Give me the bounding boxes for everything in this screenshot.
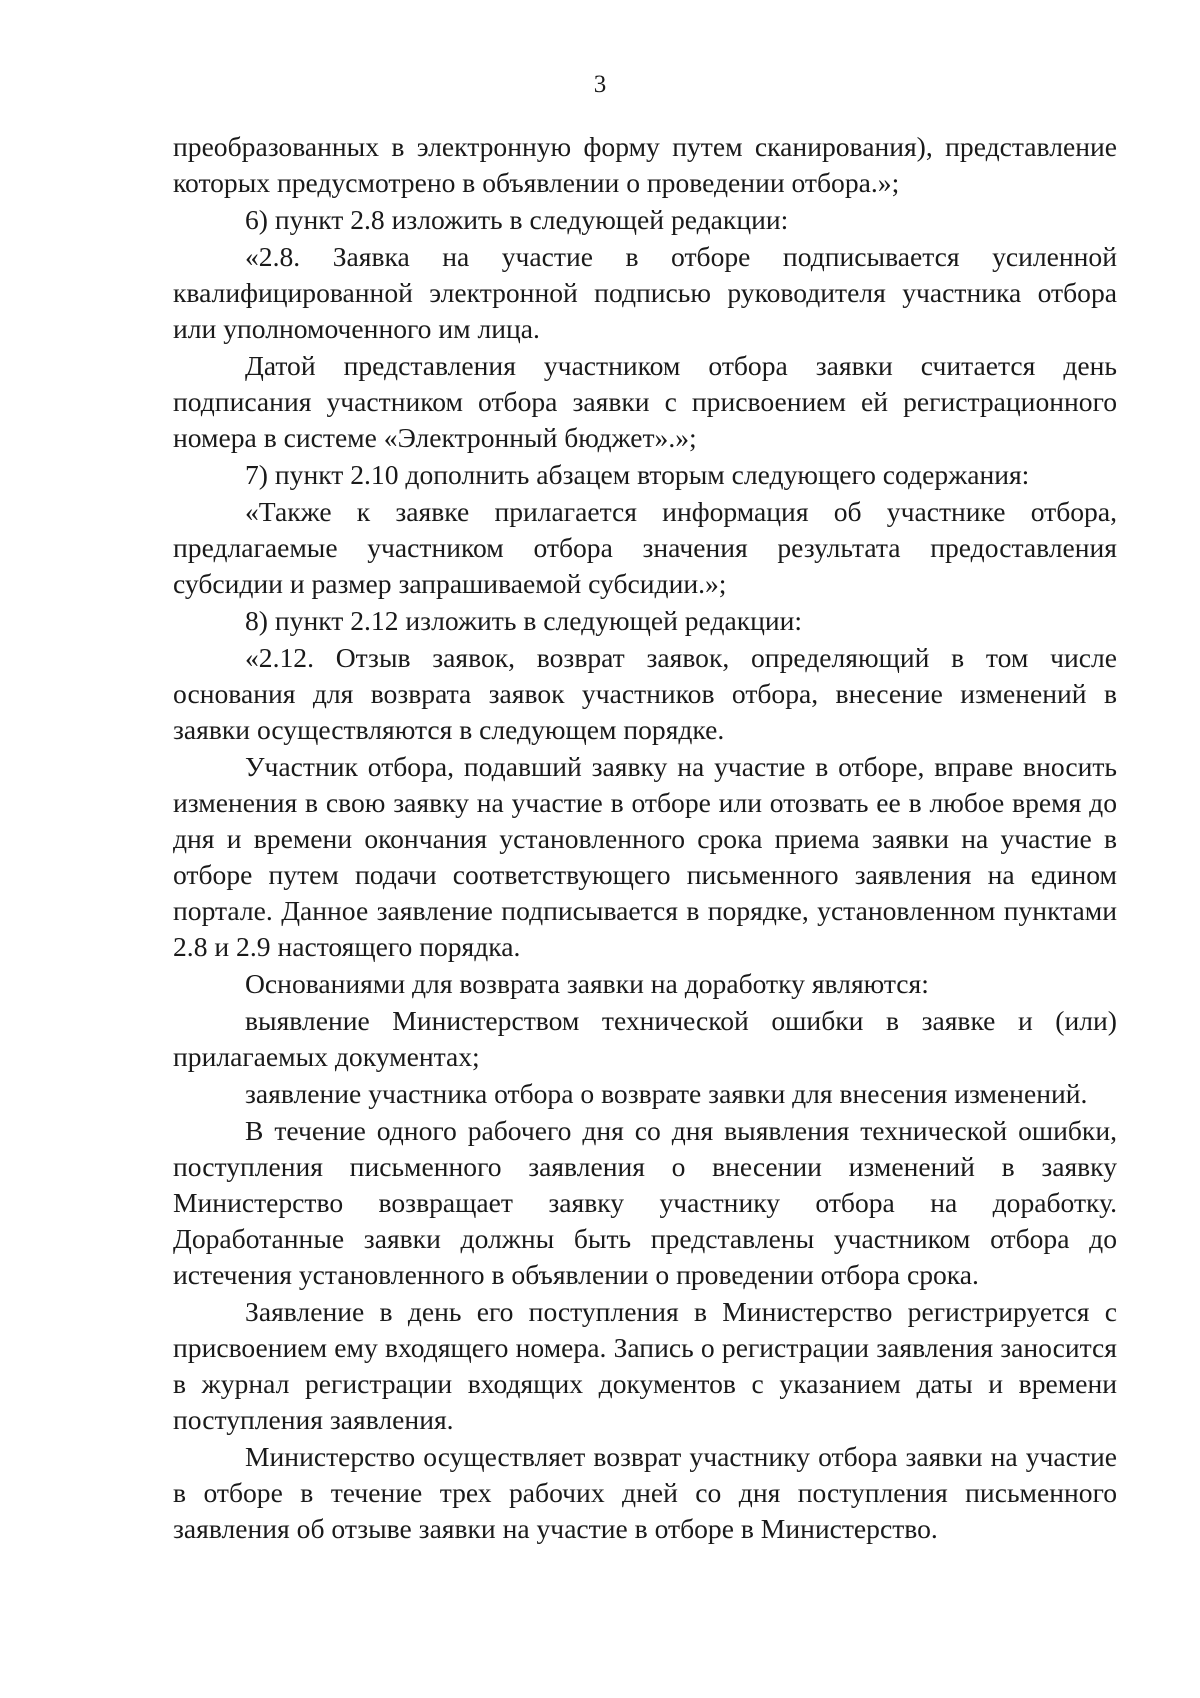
paragraph: 7) пункт 2.10 дополнить абзацем вторым следующего содержания: <box>245 459 1030 490</box>
paragraph: Датой представления участником отбора заявки считается день подписания участником отбора заявки с присвоением ей регистрационного номера в системе «Электронный бюджет».»; <box>173 350 1117 453</box>
paragraph: 8) пункт 2.12 изложить в следующей редакции: <box>245 605 803 636</box>
document-body <box>173 129 1117 1547</box>
paragraph: Заявление в день его поступления в Министерство регистрируется с присвоением ему входящего номера. Запись о регистрации заявления заносится в журнал регистрации входящих документов с указанием даты и времени поступления заявления. <box>173 1296 1117 1435</box>
paragraph: преобразованных в электронную форму путем сканирования), представление которых предусмотрено в объявлении о проведении отбора.»; <box>173 131 1117 198</box>
paragraph: заявление участника отбора о возврате заявки для внесения изменений. <box>245 1078 1088 1109</box>
paragraph: выявление Министерством технической ошибки в заявке и (или) прилагаемых документах; <box>173 1005 1117 1072</box>
paragraph: В течение одного рабочего дня со дня выявления технической ошибки, поступления письменного заявления о внесении изменений в заявку Министерство возвращает заявку участнику отбора на доработку. Доработанные заявки должны быть представлены участником отбора до истечения установленного в объявлении о проведении отбора срока. <box>173 1115 1117 1290</box>
paragraph: «Также к заявке прилагается информация об участнике отбора, предлагаемые участником отбора значения результата предоставления субсидии и размер запрашиваемой субсидии.»; <box>173 496 1117 599</box>
paragraph: «2.8. Заявка на участие в отборе подписывается усиленной квалифицированной электронной подписью руководителя участника отбора или уполномоченного им лица. <box>173 241 1117 344</box>
paragraph: Участник отбора, подавший заявку на участие в отборе, вправе вносить изменения в свою заявку на участие в отборе или отозвать ее в любое время до дня и времени окончания установленного срока приема заявки на участие в отборе путем подачи соответствующего письменного заявления на едином портале. Данное заявление подписывается в порядке, установленном пунктами 2.8 и 2.9 настоящего порядка. <box>173 751 1117 962</box>
page-number: 3 <box>593 71 607 98</box>
paragraph: Основаниями для возврата заявки на доработку являются: <box>245 968 929 999</box>
paragraph: Министерство осуществляет возврат участнику отбора заявки на участие в отборе в течение трех рабочих дней со дня поступления письменного заявления об отзыве заявки на участие в отборе в Министерство. <box>173 1441 1117 1544</box>
paragraph: «2.12. Отзыв заявок, возврат заявок, определяющий в том числе основания для возврата заявок участников отбора, внесение изменений в заявки осуществляются в следующем порядке. <box>173 642 1117 745</box>
paragraph: 6) пункт 2.8 изложить в следующей редакции: <box>245 204 789 235</box>
